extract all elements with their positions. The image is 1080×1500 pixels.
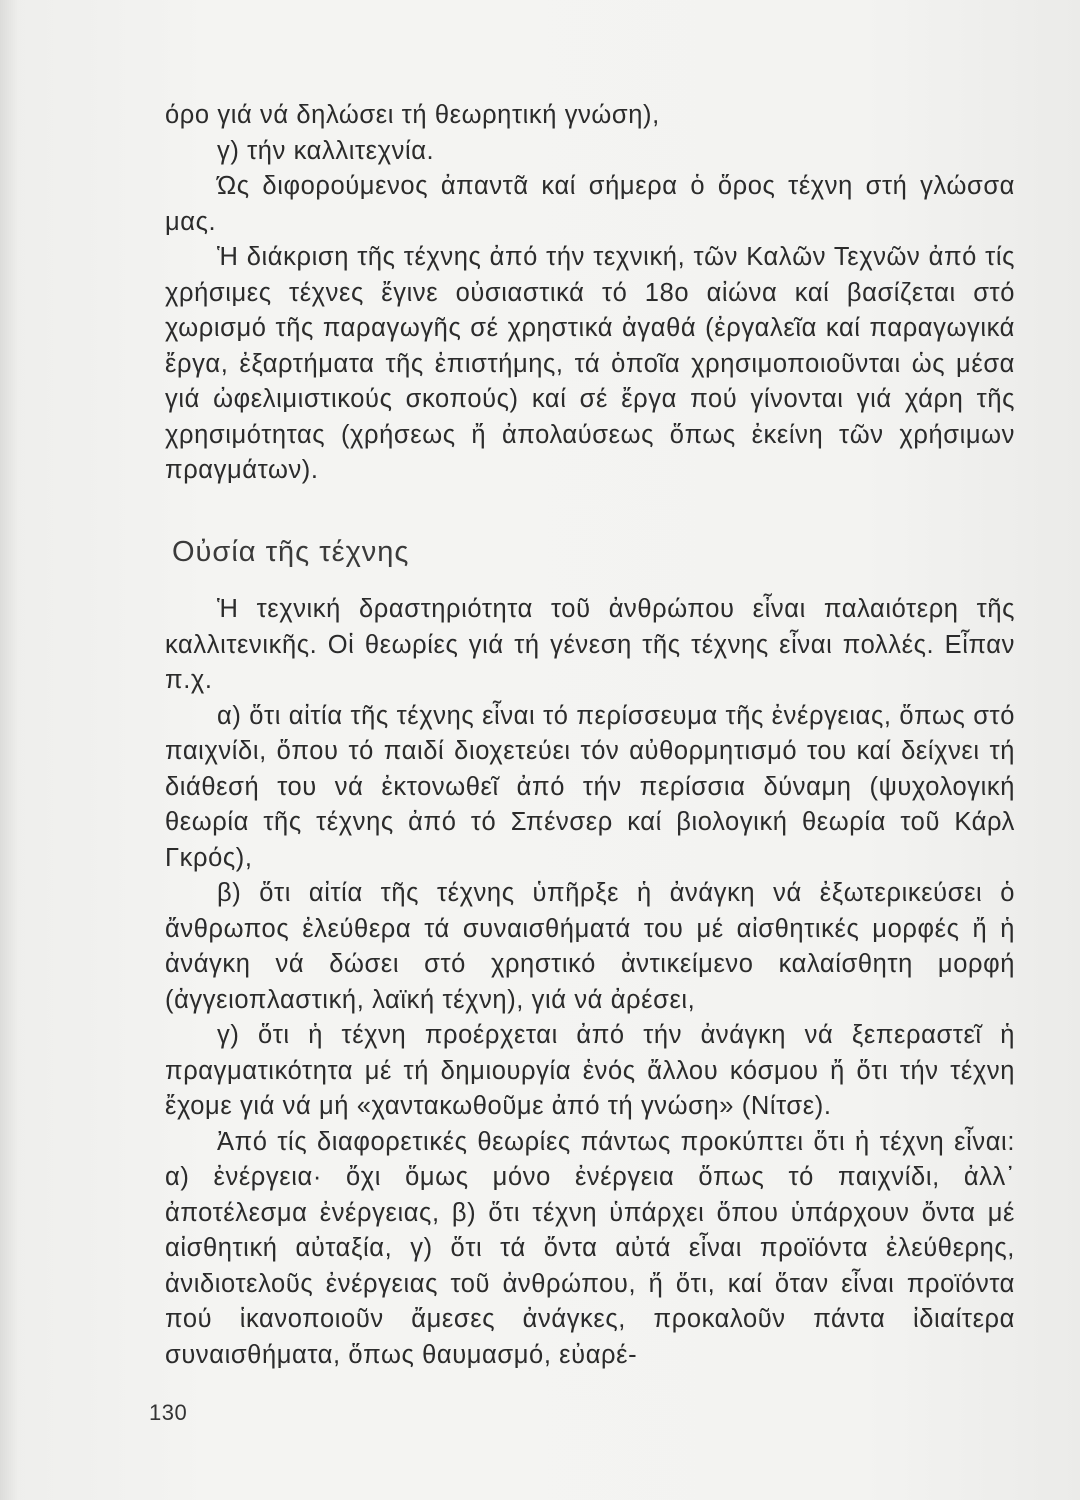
paragraph-ambiguous-term: Ώς διφορούμενος ἀπαντᾶ καί σήμερα ὁ ὅρος τέχνη στή γλώσσα μας. [165, 172, 1015, 236]
paragraph-technical-activity: Ἡ τεχνική δραστηριότητα τοῦ ἀνθρώπου εἶναι παλαιότερη τῆς καλλιτενικῆς. Οἱ θεωρίες γιά τή γένεση τῆς τέχνης εἶναι πολλές. Εἶπαν π.χ. [165, 595, 1015, 694]
page-number: 130 [149, 1400, 188, 1425]
paragraph-theory-gamma: γ) ὅτι ἡ τέχνη προέρχεται ἀπό τήν ἀνάγκη νά ξεπεραστεῖ ἡ πραγματικότητα μέ τή δημιουργία ἑνός ἄλλου κόσμου ἤ ὅτι τήν τέχνη ἔχομε γιά νά μή «χαντακωθοῦμε ἀπό τή γνώση» (Νίτσε). [165, 1021, 1015, 1120]
paragraph-theory-beta: β) ὅτι αἰτία τῆς τέχνης ὑπῆρξε ἡ ἀνάγκη νά ἐξωτερικεύσει ὁ ἄνθρωπος ἐλεύθερα τά συναισθήματά του μέ αἰσθητικές μορφές ἤ ἡ ἀνάγκη νά δώσει στό χρηστικό ἀντικείμενο καλαίσθητη μορφή (ἀγγειοπλαστική, λαϊκή τέχνη), γιά νά ἀρέσει, [165, 879, 1015, 1014]
text-block-top [165, 98, 1015, 489]
paragraph-list-item-gamma: γ) τήν καλλιτεχνία. [217, 136, 435, 165]
section-heading: Οὐσία τῆς τέχνης [172, 536, 410, 568]
paragraph-distinction: Ἡ διάκριση τῆς τέχνης ἀπό τήν τεχνική, τῶν Καλῶν Τεχνῶν ἀπό τίς χρήσιμες τέχνες ἔγινε οὐσιαστικά τό 18ο αἰώνα καί βασίζεται στό χωρισμό τῆς παραγωγῆς σέ χρηστικά ἀγαθά (ἐργαλεῖα καί παραγωγικά ἔργα, ἐξαρτήματα τῆς ἐπιστήμης, τά ὁποῖα χρησιμοποιοῦνται ὡς μέσα γιά ὠφελιμιστικούς σκοπούς) καί σέ ἔργα πού γίνονται γιά χάρη τῆς χρησιμότητας (χρήσεως ἤ ἀπολαύσεως ὅπως ἐκείνη τῶν χρήσιμων πραγμάτων). [165, 243, 1015, 484]
paragraph-continuation: όρο γιά νά δηλώσει τή θεωρητική γνώση), [165, 101, 660, 129]
paragraph-conclusion: Ἀπό τίς διαφορετικές θεωρίες πάντως προκύπτει ὅτι ἡ τέχνη εἶναι: α) ἐνέργεια· ὄχι ὅμως μόνο ἐνέργεια ὅπως τό παιχνίδι, ἀλλ᾽ ἀποτέλεσμα ἐνέργειας, β) ὅτι τέχνη ὑπάρχει ὅπου ὑπάρχουν ὄντα μέ αἰσθητική αὐταξία, γ) ὅτι τά ὄντα αὐτά εἶναι προϊόντα ἐλεύθερης, ἀνιδιοτελοῦς ἐνέργειας τοῦ ἀνθρώπου, ἤ ὅτι, καί ὅταν εἶναι προϊόντα πού ἱκανοποιοῦν ἄμεσες ἀνάγκες, προκαλοῦν πάντα ἰδιαίτερα συναισθήματα, ὅπως θαυμασμό, εὐαρέ- [165, 1127, 1015, 1369]
text-block-body [165, 592, 1015, 1373]
page-binding-edge [0, 0, 18, 1500]
paragraph-theory-alpha: α) ὅτι αἰτία τῆς τέχνης εἶναι τό περίσσευμα τῆς ἐνέργειας, ὅπως στό παιχνίδι, ὅπου τό παιδί διοχετεύει τόν αὐθορμητισμό του καί δείχνει τή διάθεσή του νά ἐκτονωθεῖ ἀπό τήν περίσσια δύναμη (ψυχολογική θεωρία τῆς τέχνης ἀπό τό Σπένσερ καί βιολογική θεωρία τοῦ Κάρλ Γκρός), [165, 701, 1015, 872]
